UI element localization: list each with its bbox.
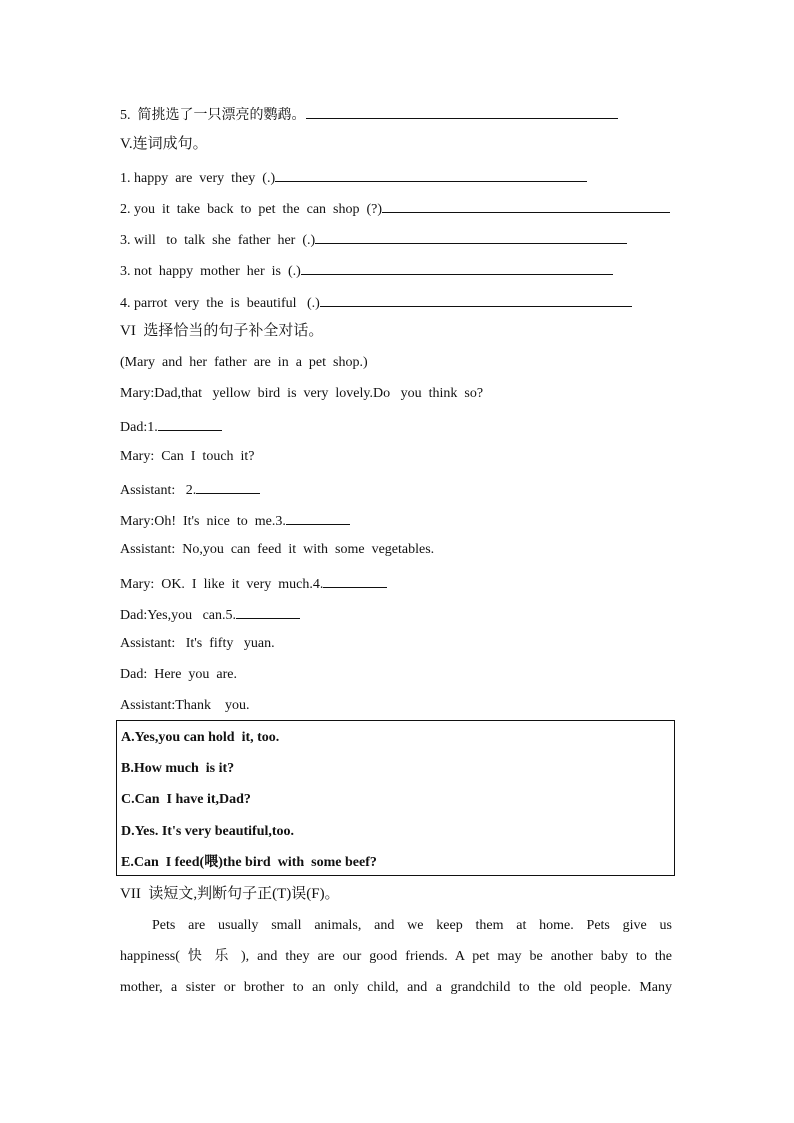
dialogue-line	[120, 573, 387, 594]
dialogue-line	[120, 479, 260, 500]
dialogue-line: Dad: Here you are.	[120, 667, 238, 682]
reorder-item-text: 2. you it take back to pet the can shop (?)	[120, 202, 383, 217]
answer-blank	[315, 229, 627, 244]
dialogue-line	[120, 416, 222, 437]
answer-blank	[320, 292, 632, 307]
reorder-item-1	[120, 167, 587, 188]
answer-blank	[382, 198, 670, 213]
dialogue-line: Mary:Dad,that yellow bird is very lovely.Do you think so?	[120, 386, 484, 401]
option-b: B.How much is it?	[121, 761, 235, 776]
reorder-item-3	[120, 229, 627, 250]
section-vi-heading: VI 选择恰当的句子补全对话。	[120, 323, 324, 339]
answer-blank	[158, 416, 222, 431]
options-box	[116, 720, 675, 876]
reorder-item-text: 3. not happy mother her is (.)	[120, 264, 301, 279]
passage-line-2: happiness( 快 乐 ), and they are our good friends. A pet may be another baby to the	[120, 949, 672, 964]
dialogue-line	[120, 604, 300, 625]
option-c: C.Can I have it,Dad?	[121, 792, 251, 807]
dialogue-line	[120, 510, 350, 531]
section-v-heading: V.连词成句。	[120, 136, 208, 152]
answer-blank	[306, 104, 618, 119]
reorder-item-4	[120, 260, 613, 281]
answer-blank	[301, 260, 613, 275]
dialogue-line: Assistant: No,you can feed it with some vegetables.	[120, 542, 435, 557]
reorder-item-5	[120, 292, 632, 313]
dialogue-text: Dad:1.	[120, 420, 158, 435]
passage-line-3: mother, a sister or brother to an only child, and a grandchild to the old people. Many	[120, 980, 672, 995]
reorder-item-text: 4. parrot very the is beautiful (.)	[120, 296, 320, 311]
option-e: E.Can I feed(喂)the bird with some beef?	[121, 855, 377, 870]
section-vii-heading: VII 读短文,判断句子正(T)误(F)。	[120, 886, 340, 902]
dialogue-text: Assistant: 2.	[120, 483, 197, 498]
dialogue-text: Mary: OK. I like it very much.4.	[120, 577, 324, 592]
answer-blank	[236, 604, 300, 619]
dialogue-intro: (Mary and her father are in a pet shop.)	[120, 355, 368, 370]
reorder-item-2	[120, 198, 670, 219]
option-d: D.Yes. It's very beautiful,too.	[121, 824, 295, 839]
sentence-5	[120, 104, 618, 125]
dialogue-text: Mary:Oh! It's nice to me.3.	[120, 514, 286, 529]
answer-blank	[323, 573, 387, 588]
answer-blank	[275, 167, 587, 182]
answer-blank	[286, 510, 350, 525]
answer-blank	[196, 479, 260, 494]
dialogue-line: Assistant:Thank you.	[120, 698, 250, 713]
dialogue-line: Mary: Can I touch it?	[120, 449, 255, 464]
reorder-item-text: 1. happy are very they (.)	[120, 171, 276, 186]
reorder-item-text: 3. will to talk she father her (.)	[120, 233, 316, 248]
option-a: A.Yes,you can hold it, too.	[121, 730, 280, 745]
sentence-5-text: 5. 简挑选了一只漂亮的鹦鹉。	[120, 108, 306, 123]
dialogue-text: Dad:Yes,you can.5.	[120, 608, 237, 623]
dialogue-line: Assistant: It's fifty yuan.	[120, 636, 275, 651]
passage-line-1: Pets are usually small animals, and we keep them at home. Pets give us	[152, 918, 672, 933]
